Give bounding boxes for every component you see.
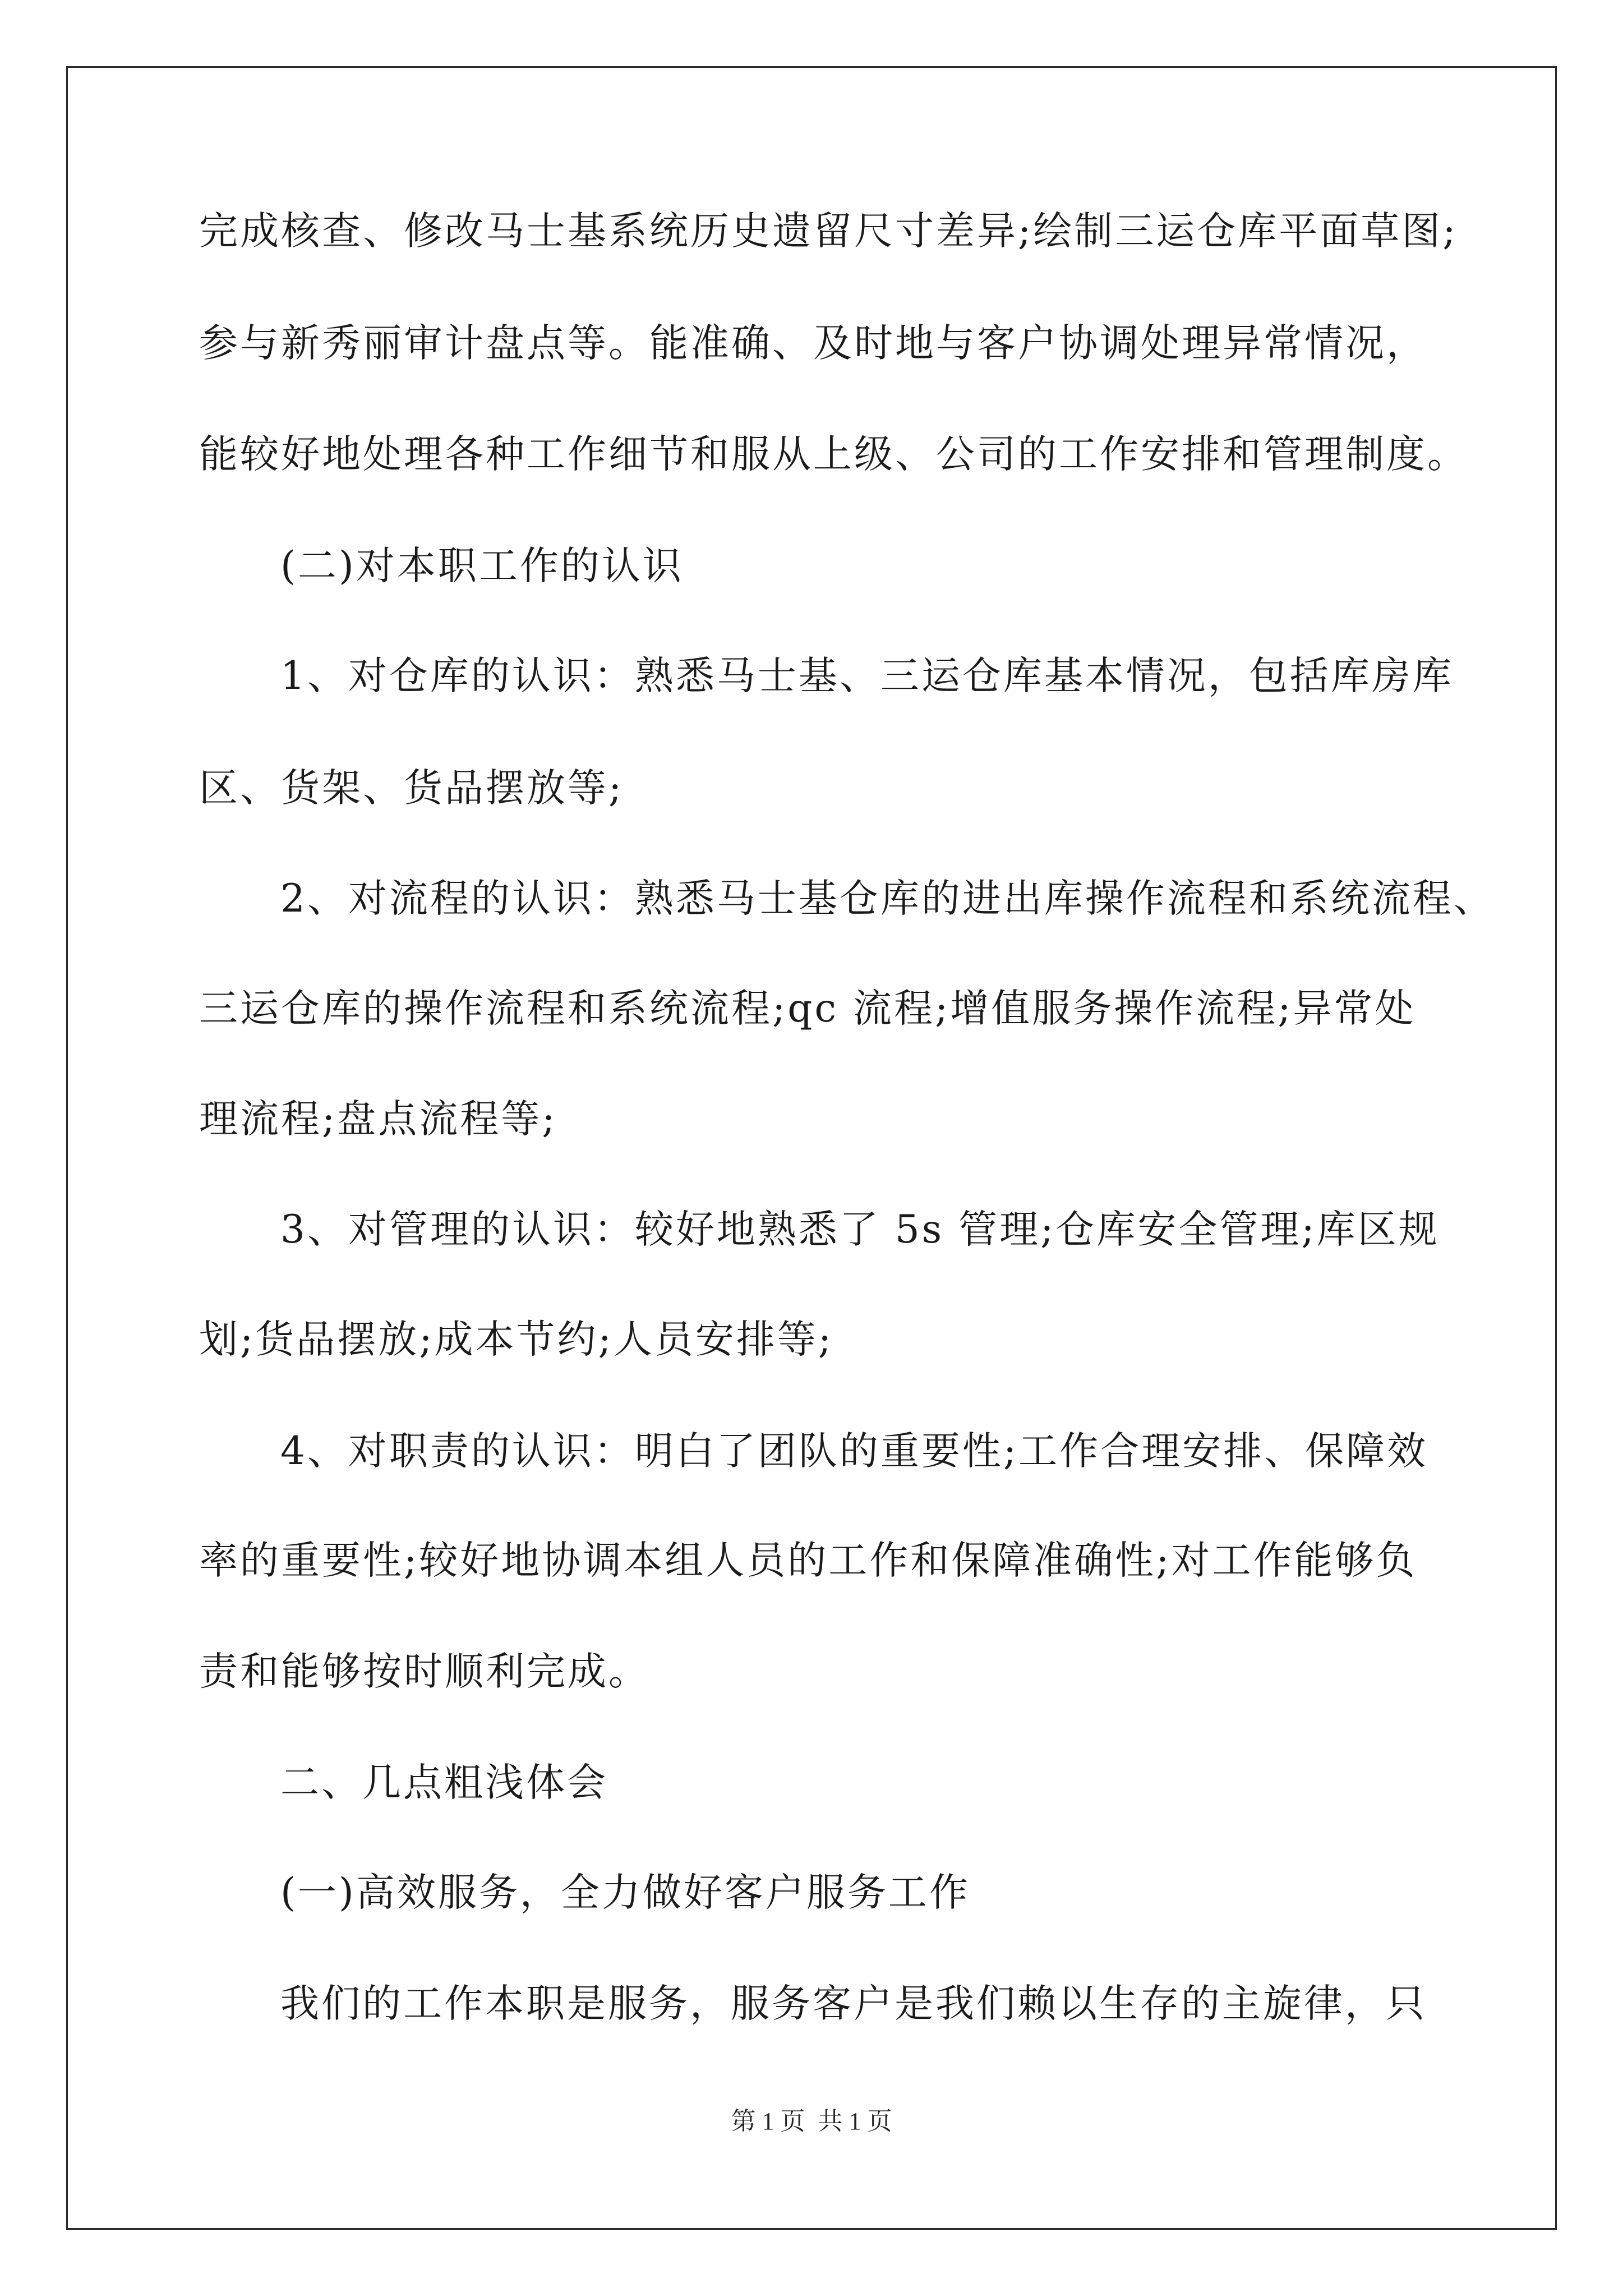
text-line: 三运仓库的操作流程和系统流程;qc 流程;增值服务操作流程;异常处 [199, 986, 1416, 1031]
text-line: 2、对流程的认识：熟悉马士基仓库的进出库操作流程和系统流程、 [280, 876, 1495, 921]
page-total: 共 1 页 [818, 2108, 892, 2135]
text-line: 能较好地处理各种工作细节和服从上级、公司的工作安排和管理制度。 [199, 432, 1468, 477]
text-line: 理流程;盘点流程等; [199, 1097, 557, 1142]
section-heading: (一)高效服务，全力做好客户服务工作 [280, 1870, 970, 1915]
text-line: 参与新秀丽审计盘点等。能准确、及时地与客户协调处理异常情况， [199, 321, 1427, 366]
text-line: 责和能够按时顺利完成。 [199, 1649, 649, 1694]
text-line: 1、对仓库的认识：熟悉马士基、三运仓库基本情况，包括库房库 [280, 654, 1454, 698]
section-heading: 二、几点粗浅体会 [280, 1760, 608, 1805]
text-line: 4、对职责的认识：明白了团队的重要性;工作合理安排、保障效 [280, 1429, 1428, 1474]
text-line: 区、货架、货品摆放等; [199, 766, 624, 811]
page-number: 第 1 页 [731, 2108, 805, 2135]
section-heading: (二)对本职工作的认识 [280, 544, 684, 588]
text-line: 完成核查、修改马士基系统历史遗留尺寸差异;绘制三运仓库平面草图; [199, 209, 1458, 254]
page-footer [0, 2101, 1623, 2137]
text-line: 3、对管理的认识：较好地熟悉了 5s 管理;仓库安全管理;库区规 [280, 1207, 1440, 1252]
text-line: 率的重要性;较好地协调本组人员的工作和保障准确性;对工作能够负 [199, 1538, 1417, 1583]
text-line: 我们的工作本职是服务，服务客户是我们赖以生存的主旋律，只 [280, 1981, 1427, 2026]
text-line: 划;货品摆放;成本节约;人员安排等; [199, 1317, 833, 1362]
